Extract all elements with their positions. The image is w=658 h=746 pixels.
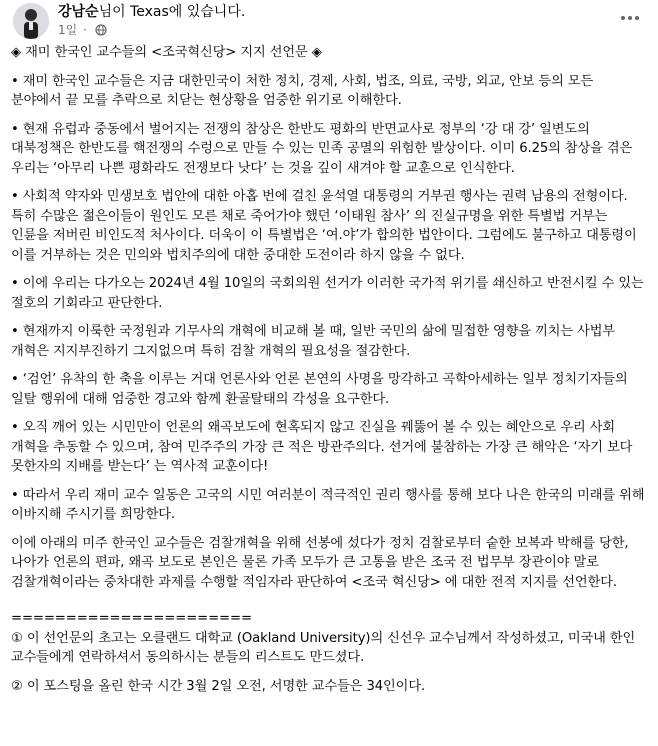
paragraph: • ‘검언’ 유착의 한 축을 이루는 거대 언론사와 언론 본연의 사명을 망각하고 곡학아세하는 일부 정치기자들의 일탈 행위에 대해 엄중한 경고와 함께 환골탈태의 각성을 요구한다.	[11, 372, 628, 407]
paragraph: • 오직 깨어 있는 시민만이 언론의 왜곡보도에 현혹되지 않고 진실을 꿰뚫어 볼 수 있는 혜안으로 우리 사회 개혁을 추동할 수 있으며, 참여 민주주의 가장 큰 적은 방관주의다. 선거에 불참하는 가장 큰 해악은 ‘자기 보다 못한자의 지배를 받는다’ 는 역사적 교훈이다!	[11, 420, 633, 474]
paragraph: • 따라서 우리 재미 교수 일동은 고국의 시민 여러분이 적극적인 권리 행사를 통해 보다 나은 한국의 미래를 위해 이바지해 주시기를 희망한다.	[11, 487, 645, 522]
note: ① 이 선언문의 초고는 오클랜드 대학교 (Oakland University)의 신선우 교수님께서 작성하셨고, 미국내 한인 교수들에게 연락하셔서 동의하시는 분들의 리스트도 만드셨다.	[11, 630, 636, 665]
paragraph: • 이에 우리는 다가오는 2024년 4월 10일의 국회의원 선거가 이러한 국가적 위기를 쇄신하고 반전시킬 수 있는 절호의 기회라고 판단한다.	[11, 276, 644, 311]
post-meta	[58, 23, 107, 40]
more-options-button[interactable]	[615, 6, 645, 30]
post-body	[11, 43, 647, 696]
meta-separator: ·	[83, 23, 87, 37]
profile-photo	[13, 3, 49, 39]
more-horizontal-icon-dot	[635, 16, 639, 20]
location-text: 님이 Texas에 있습니다.	[98, 4, 246, 20]
more-horizontal-icon	[621, 16, 625, 20]
divider-text: ======================	[11, 611, 252, 626]
globe-icon[interactable]	[95, 24, 107, 40]
post-header	[0, 0, 658, 42]
paragraph: • 재미 한국인 교수들은 지금 대한민국이 처한 정치, 경제, 사회, 법조, 의료, 국방, 외교, 안보 등의 모든 분야에서 끝 모를 추락으로 치닫는 현상황을 엄중한 위기로 이해한다.	[11, 73, 594, 108]
avatar[interactable]	[13, 3, 49, 39]
post-title: ◈ 재미 한국인 교수들의 <조국혁신당> 지지 선언문 ◈	[11, 45, 322, 60]
note: ② 이 포스팅을 올린 한국 시간 3월 2일 오전, 서명한 교수들은 34인이다.	[11, 678, 426, 694]
post-time[interactable]: 1일	[58, 23, 78, 37]
paragraph: • 현재까지 이룩한 국정원과 기무사의 개혁에 비교해 볼 때, 일반 국민의 삶에 밀접한 영향을 끼치는 사법부 개혁은 지지부진하기 그지없으며 특히 검찰 개혁의 필요성을 절감한다.	[11, 324, 615, 359]
paragraph: 이에 아래의 미주 한국인 교수들은 검찰개혁을 위해 선봉에 섰다가 정치 검찰로부터 숱한 보복과 박해를 당한, 나아가 언론의 편파, 왜곡 보도로 본인은 물론 가족 모두가 큰 고통을 받은 조국 전 법무부 장관이야 말로 검찰개혁이라는 중차대한 과제를 수행할 적임자라 판단하여 <조국 혁신당> 에 대한 전적 지지를 선언한다.	[11, 535, 629, 590]
more-horizontal-icon-dot	[628, 16, 632, 20]
paragraph: • 현재 유럽과 중동에서 벌어지는 전쟁의 참상은 한반도 평화의 반면교사로 정부의 ‘강 대 강’ 일변도의 대북정책은 한반도를 핵전쟁의 수렁으로 만들 수 있는 민족 공멸의 위험한 발상이다. 이미 6.25의 참상을 겪은 우리는 ‘아무리 나쁜 평화라도 전쟁보다 낫다’ 는 것을 깊이 새겨야 할 교훈으로 인식한다.	[11, 121, 633, 176]
author-name[interactable]: 강남순	[58, 4, 99, 20]
author-line	[58, 3, 245, 21]
paragraph: • 사회적 약자와 민생보호 법안에 대한 아홉 번에 걸친 윤석열 대통령의 거부권 행사는 권력 남용의 전형이다. 특히 수많은 젊은이들이 원인도 모른 채로 죽어가야 했던 ‘이태원 참사’ 의 진실규명을 위한 특별법 거부는 인륜을 저버린 비인도적 처사이다. 더욱이 이 특별법은 ‘여.야’가 합의한 법안이다. 그럼에도 불구하고 대통령이 이를 거부하는 것은 민의와 법치주의에 대한 중대한 도전이라 하지 않을 수 없다.	[11, 189, 637, 263]
